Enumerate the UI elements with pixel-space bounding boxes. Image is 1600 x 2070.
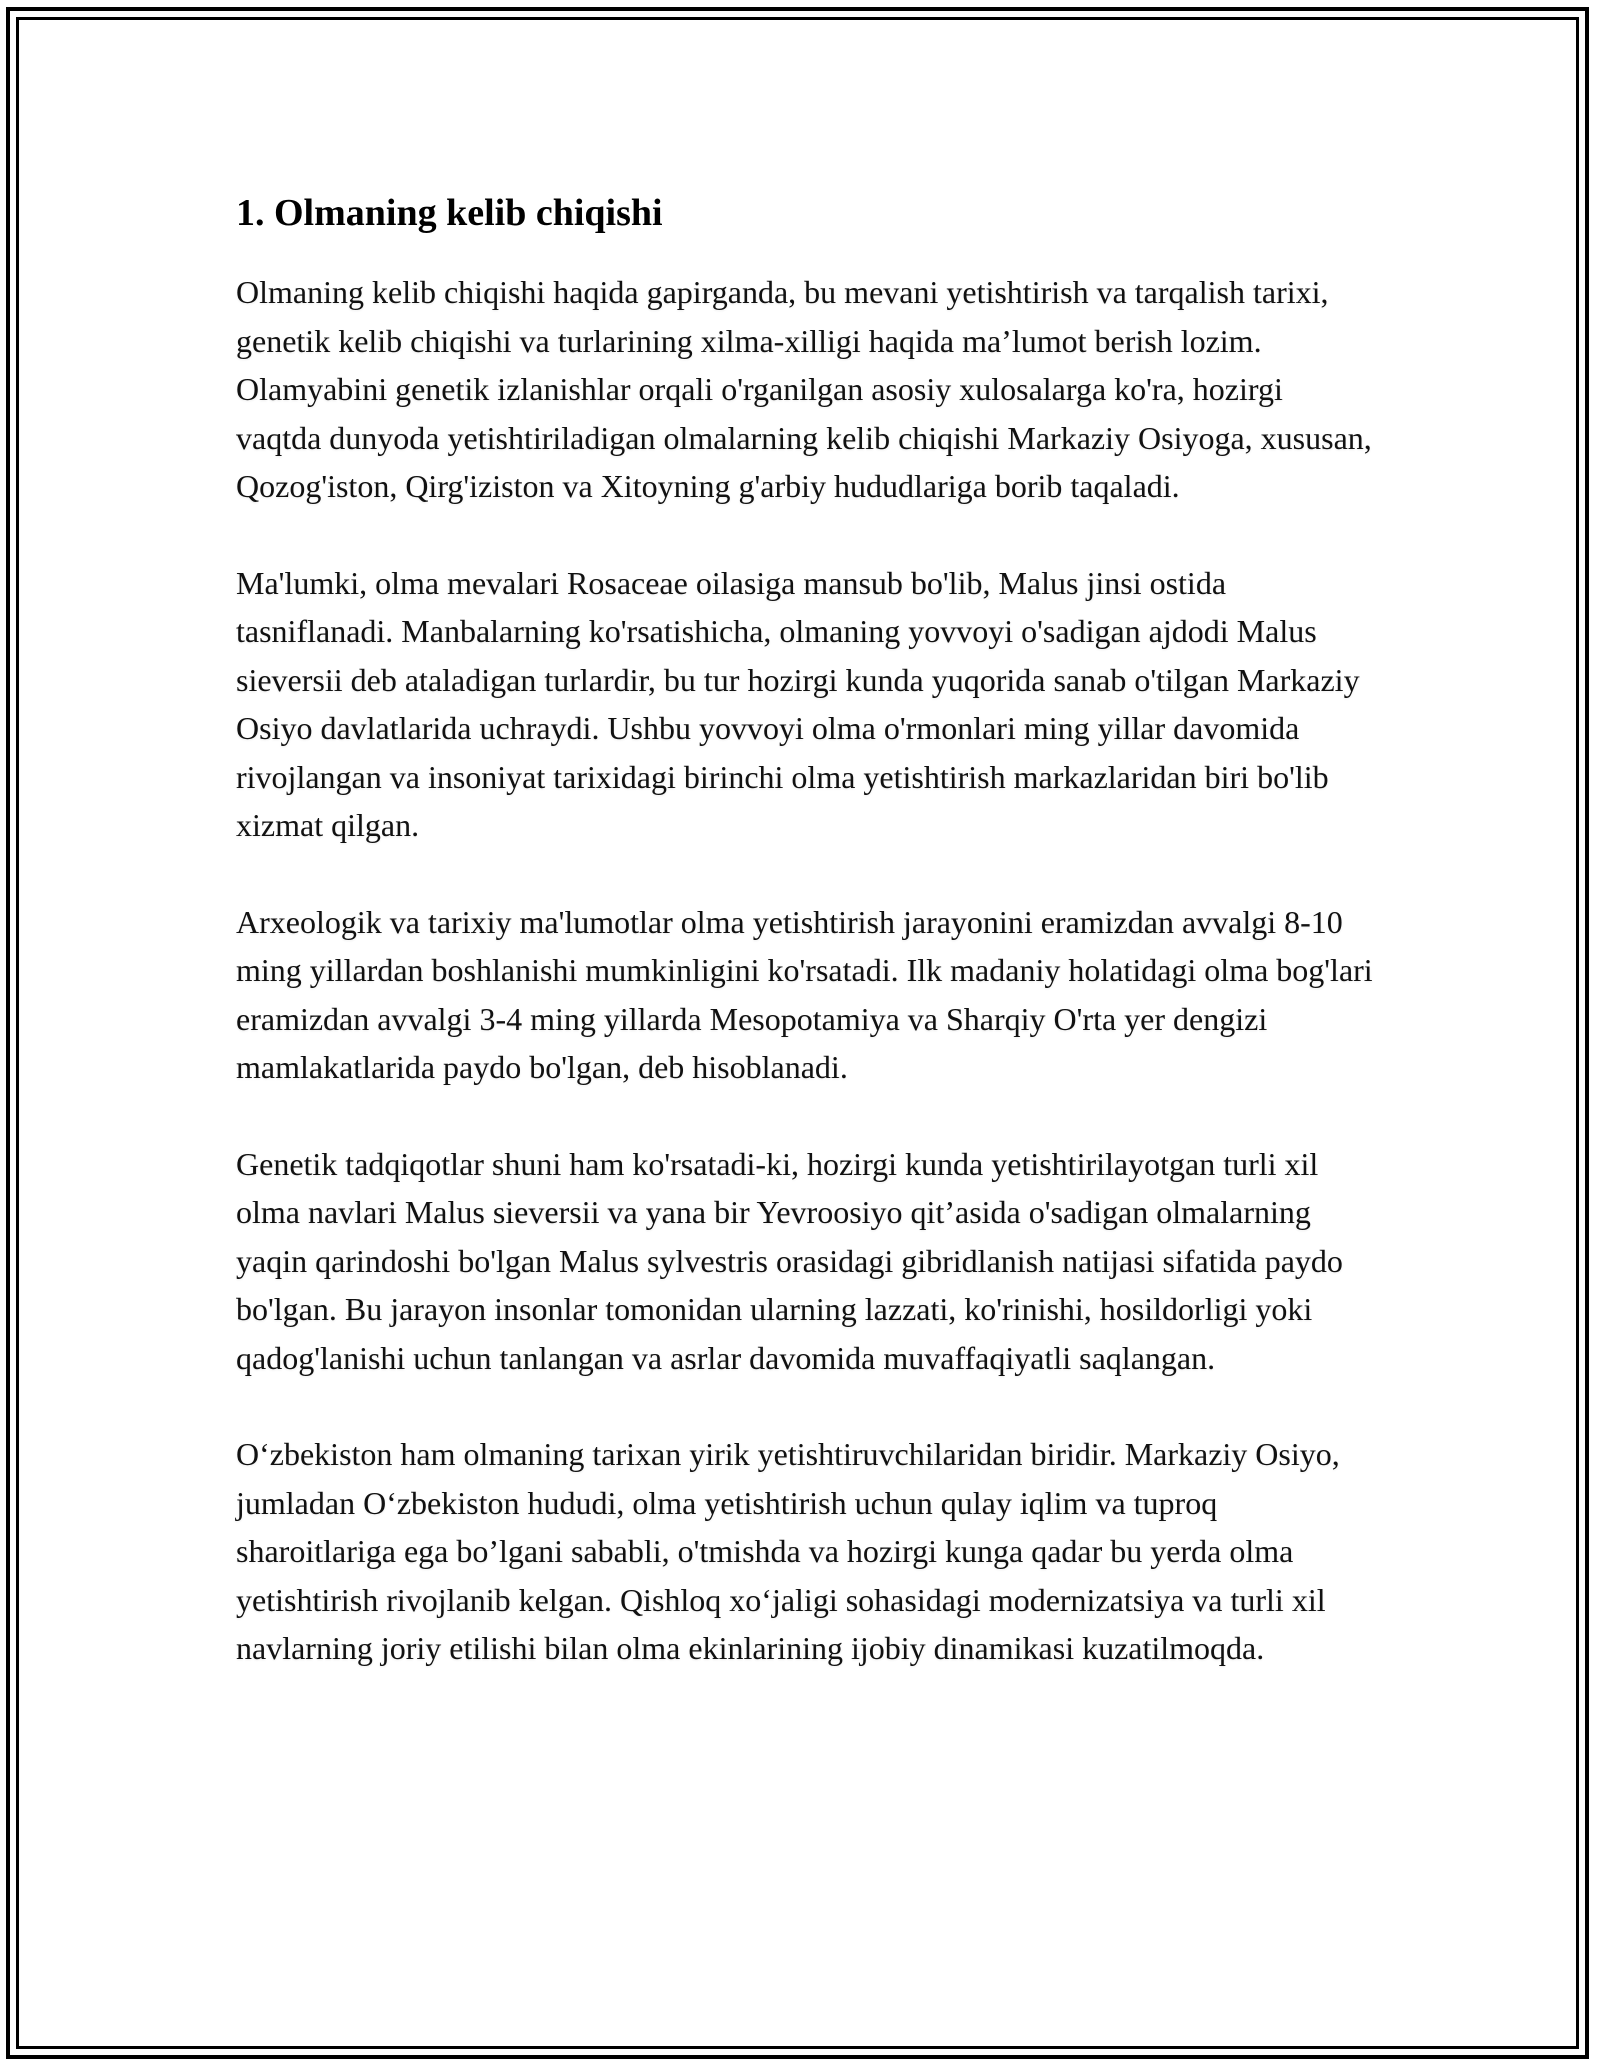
paragraph-origin: Olmaning kelib chiqishi haqida gapirganda, bu mevani yetishtirish va tarqalish tarixi, genetik kelib chiqishi va turlarining xilma-xilligi haqida ma’lumot berish lozim. Olamyabini genetik izlanishlar orqali o'rganilgan asosiy xulosalarga ko'ra, hozirgi vaqtda dunyoda yetishtiriladigan olmalarning kelib chiqishi Markaziy Osiyoga, xususan, Qozog'iston, Qirg'iziston va Xitoyning g'arbiy hududlariga borib taqaladi. xyxy=(236,274,1372,504)
paragraph-genetics: Genetik tadqiqotlar shuni ham ko'rsatadi-ki, hozirgi kunda yetishtirilayotgan turli xil olma navlari Malus sieversii va yana bir Yevroosiyo qit’asida o'sadigan olmalarning yaqin qarindoshi bo'lgan Malus sylvestris orasidagi gibridlanish natijasi sifatida paydo bo'lgan. Bu jarayon insonlar tomonidan ularning lazzati, ko'rinishi, hosildorligi yoki qadog'lanishi uchun tanlangan va asrlar davomida muvaffaqiyatli saqlangan. xyxy=(236,1145,1343,1376)
paragraph-classification: Ma'lumki, olma mevalari Rosaceae oilasiga mansub bo'lib, Malus jinsi ostida tasniflanadi. Manbalarning ko'rsatishicha, olmaning yovvoyi o'sadigan ajdodi Malus sieversii deb ataladigan turlardir, bu tur hozirgi kunda yuqorida sanab o'tilgan Markaziy Osiyo davlatlarida uchraydi. Ushbu yovvoyi olma o'rmonlari ming yillar davomida rivojlangan va insoniyat tarixidagi birinchi olma yetishtirish markazlaridan biri bo'lib xizmat qilgan. xyxy=(236,564,1360,843)
paragraph-uzbekistan: O‘zbekiston ham olmaning tarixan yirik yetishtiruvchilaridan biridir. Markaziy Osiyo, jumladan O‘zbekiston hududi, olma yetishtirish uchun qulay iqlim va tuproq sharoitlariga ega bo’lgani sababli, o'tmishda va hozirgi kunga qadar bu yerda olma yetishtirish rivojlanib kelgan. Qishloq xo‘jaligi sohasidagi modernizatsiya va turli xil navlarning joriy etilishi bilan olma ekinlarining ijobiy dinamikasi kuzatilmoqda. xyxy=(236,1436,1340,1666)
section-heading: 1. Olmaning kelib chiqishi xyxy=(236,192,663,234)
document-body xyxy=(236,188,1376,1721)
paragraph-archaeology: Arxeologik va tarixiy ma'lumotlar olma yetishtirish jarayonini eramizdan avvalgi 8-10 ming yillardan boshlanishi mumkinligini ko'rsatadi. Ilk madaniy holatidagi olma bog'lari eramizdan avvalgi 3-4 ming yillarda Mesopotamiya va Sharqiy O'rta yer dengizi mamlakatlarida paydo bo'lgan, deb hisoblanadi. xyxy=(236,903,1373,1085)
